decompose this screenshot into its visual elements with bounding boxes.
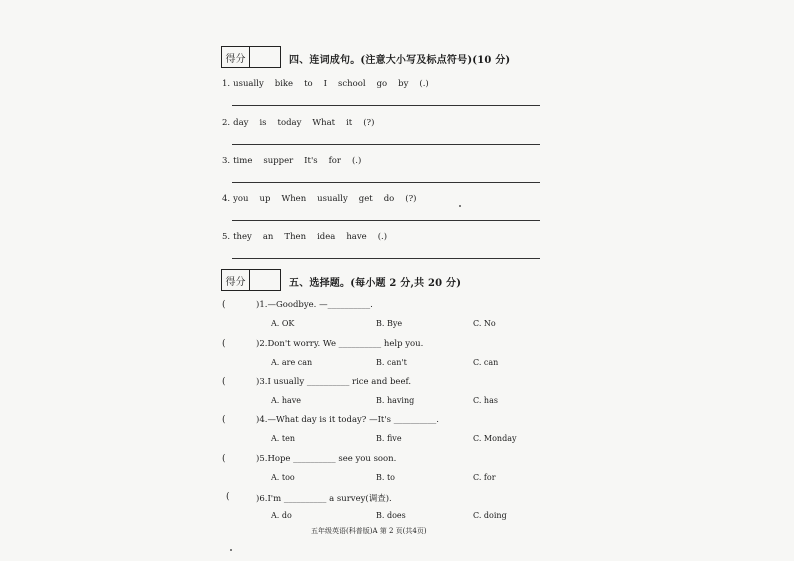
word-token: today [277, 118, 302, 128]
word-token: to [304, 79, 313, 89]
word-token: you [233, 194, 249, 204]
word-token: (.) [377, 232, 388, 242]
score-box [221, 46, 281, 68]
word-token: is [259, 118, 267, 128]
word-token: usually [233, 79, 264, 89]
question-number: 3. [222, 156, 231, 166]
word-token: it [346, 118, 353, 128]
question-number: 4. [222, 194, 231, 204]
answer-line[interactable] [232, 144, 540, 145]
word-token: (.) [351, 156, 362, 166]
reorder-question [222, 79, 440, 89]
choice-option[interactable]: B. to [376, 473, 395, 482]
choice-option[interactable]: A. OK [271, 319, 295, 328]
answer-line[interactable] [232, 105, 540, 106]
section-title: 五、选择题。(每小题 2 分,共 20 分) [289, 278, 462, 289]
answer-paren[interactable]: ( [222, 454, 226, 464]
question-number: )4. [256, 415, 268, 425]
word-token: supper [263, 156, 294, 166]
choice-option[interactable]: A. too [271, 473, 295, 482]
choice-option[interactable]: A. have [271, 396, 302, 405]
score-label: 得分 [222, 47, 250, 67]
question-number: )6. [256, 494, 268, 504]
question-number: 1. [222, 79, 231, 89]
word-token: go [376, 79, 388, 89]
answer-paren[interactable]: ( [222, 339, 226, 349]
question-stem: —Goodbye. —__________. [267, 300, 373, 310]
scan-mark [230, 549, 232, 551]
choice-option[interactable]: B. having [376, 396, 415, 405]
question-number: )2. [256, 339, 268, 349]
word-token: time [233, 156, 253, 166]
question-stem: I'm __________ a survey(调查). [267, 494, 392, 504]
choice-option[interactable]: C. No [473, 319, 496, 328]
word-token: have [346, 232, 367, 242]
word-token: school [338, 79, 366, 89]
question-stem: —What day is it today? —It's __________. [267, 415, 439, 425]
score-label: 得分 [222, 270, 250, 290]
choice-option[interactable]: C. has [473, 396, 498, 405]
choice-option[interactable]: B. five [376, 434, 402, 443]
choice-question [256, 415, 439, 425]
question-number: )1. [256, 300, 268, 310]
score-blank[interactable] [250, 270, 280, 290]
answer-line[interactable] [232, 220, 540, 221]
choice-question [256, 300, 373, 310]
word-token: usually [317, 194, 348, 204]
word-token: bike [274, 79, 294, 89]
word-token: idea [317, 232, 336, 242]
word-token: do [383, 194, 395, 204]
answer-paren[interactable]: ( [226, 492, 230, 502]
choice-option[interactable]: A. ten [271, 434, 295, 443]
choice-option[interactable]: C. Monday [473, 434, 517, 443]
question-stem: Don't worry. We __________ help you. [267, 339, 424, 349]
answer-paren[interactable]: ( [222, 415, 226, 425]
word-token: by [398, 79, 409, 89]
score-blank[interactable] [250, 47, 280, 67]
choice-question [256, 339, 423, 349]
question-number: )3. [256, 377, 268, 387]
word-token: day [233, 118, 249, 128]
word-token: (?) [405, 194, 417, 204]
word-token: (?) [363, 118, 375, 128]
choice-option[interactable]: B. Bye [376, 319, 403, 328]
question-number: )5. [256, 454, 268, 464]
question-stem: Hope __________ see you soon. [267, 454, 397, 464]
reorder-question [222, 232, 398, 242]
question-stem: I usually __________ rice and beef. [267, 377, 412, 387]
word-token: I [323, 79, 327, 89]
choice-option[interactable]: A. are can [271, 358, 313, 367]
word-token: Then [284, 232, 307, 242]
word-token: What [312, 118, 336, 128]
choice-option[interactable]: B. can't [376, 358, 407, 367]
question-number: 5. [222, 232, 231, 242]
answer-line[interactable] [232, 258, 540, 259]
word-token: When [281, 194, 307, 204]
choice-option[interactable]: C. for [473, 473, 496, 482]
word-token: an [262, 232, 274, 242]
reorder-question [222, 118, 385, 128]
word-token: for [328, 156, 341, 166]
choice-question [256, 377, 411, 387]
choice-question [256, 492, 392, 504]
word-token: get [358, 194, 373, 204]
word-token: they [233, 232, 252, 242]
reorder-question [222, 194, 427, 204]
word-token: up [259, 194, 271, 204]
page-footer: 五年级英语(科普版)A 第 2 页(共4页) [311, 527, 427, 535]
reorder-question [222, 156, 372, 166]
word-token: It's [304, 156, 318, 166]
answer-paren[interactable]: ( [222, 300, 226, 310]
choice-option[interactable]: B. does [376, 511, 406, 520]
question-number: 2. [222, 118, 231, 128]
score-box [221, 269, 281, 291]
choice-option[interactable]: A. do [271, 511, 292, 520]
choice-question [256, 454, 396, 464]
choice-option[interactable]: C. doing [473, 511, 507, 520]
section-title: 四、连词成句。(注意大小写及标点符号)(10 分) [289, 55, 511, 66]
answer-line[interactable] [232, 182, 540, 183]
answer-paren[interactable]: ( [222, 377, 226, 387]
scan-mark [459, 205, 461, 207]
word-token: (.) [419, 79, 429, 89]
choice-option[interactable]: C. can [473, 358, 499, 367]
